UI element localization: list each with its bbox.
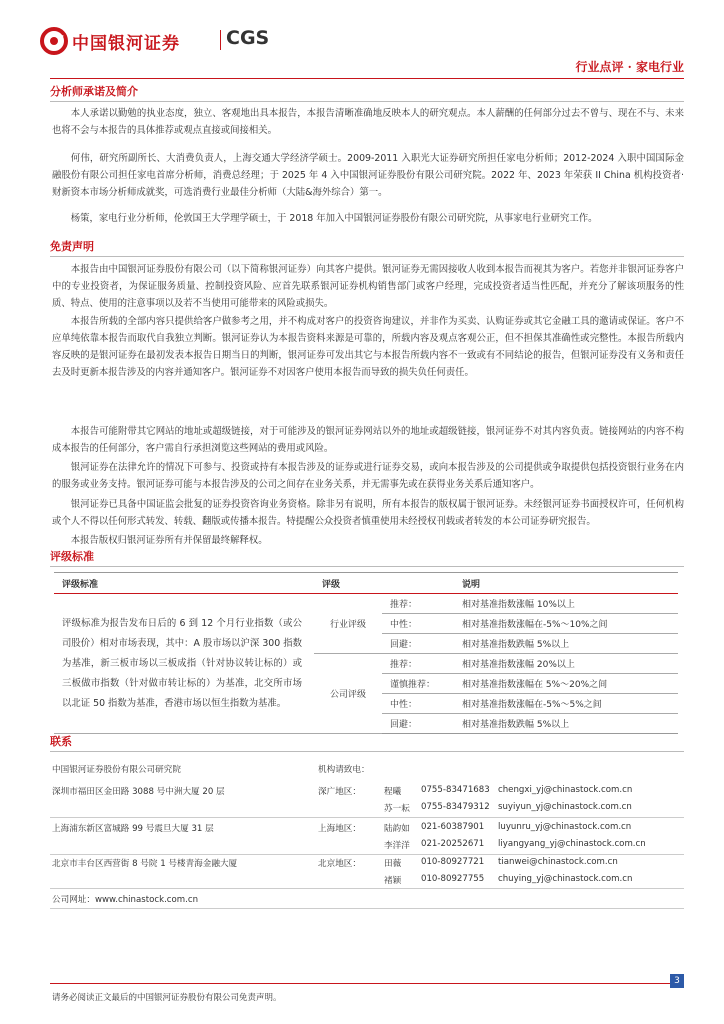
contact-section-title: 联系 [50, 733, 684, 752]
analyst-section-title: 分析师承诺及简介 [50, 83, 684, 102]
rating-grade-desc: 相对基准指数跌幅 5%以上 [454, 714, 678, 734]
rating-section-title: 评级标准 [50, 548, 684, 567]
rating-grade-desc: 相对基准指数跌幅 5%以上 [454, 634, 678, 654]
rating-grade-desc: 相对基准指数涨幅 10%以上 [454, 594, 678, 614]
contact-name: 田薇 [384, 859, 402, 869]
sales-contact-header: 机构请致电： [318, 765, 370, 775]
logo-abbrev: CGS [226, 27, 270, 49]
header-divider [50, 78, 684, 79]
rating-grade-desc: 相对基准指数涨幅在-5%～5%之间 [454, 694, 678, 714]
contact-name: 褚颖 [384, 876, 402, 886]
rating-category: 行业评级 [314, 594, 382, 654]
contact-divider [50, 817, 684, 818]
galaxy-logo-icon [40, 27, 68, 55]
rating-header-description: 说明 [454, 573, 678, 594]
rating-standard-description: 评级标准为报告发布日后的 6 到 12 个月行业指数（或公司股价）相对市场表现，其中：A 股市场以沪深 300 指数为基准，新三板市场以三板成指（针对协议转让标的）或三板做市指数（针对做市转让标的）为基准，北交所市场以北证 50 指数为基准，香港市场以恒生指数为基准。 [54, 594, 314, 734]
contact-email[interactable]: chengxi_yj@chinastock.com.cn [498, 785, 633, 795]
disclaimer-paragraph: 本报告版权归银河证券所有并保留最终解释权。 [70, 535, 268, 546]
contact-phone: 010-80927755 [421, 874, 485, 884]
rating-grade-desc: 相对基准指数涨幅在 5%～20%之间 [454, 674, 678, 694]
contact-divider [50, 888, 684, 889]
disclaimer-paragraph: 银河证券在法律允许的情况下可参与、投资或持有本报告涉及的证券或进行证券交易，或向本报告涉及的公司提供或争取提供包括投资银行业务在内的服务或业务支持。银河证券可能与本报告涉及的公司之间存在业务关系，并无需事先或在获得业务关系后通知客户。 [52, 462, 684, 490]
rating-grade: 回避： [382, 714, 454, 734]
disclaimer-paragraph: 本报告可能附带其它网站的地址或超级链接，对于可能涉及的银河证券网站以外的地址或超级链接，银河证券不对其内容负责。链接网站的内容不构成本报告的任何部分，客户需自行承担浏览这些网站的费用或风险。 [52, 426, 684, 454]
office-region: 北京地区： [318, 859, 361, 869]
footer-notice: 请务必阅读正文最后的中国银河证券股份有限公司免责声明。 [52, 993, 282, 1003]
contact-divider [50, 908, 684, 909]
page-number: 3 [670, 974, 684, 988]
rating-grade-desc: 相对基准指数涨幅在-5%～10%之间 [454, 614, 678, 634]
contact-divider [50, 854, 684, 855]
rating-grade-desc: 相对基准指数涨幅 20%以上 [454, 654, 678, 674]
rating-grade: 回避： [382, 634, 454, 654]
disclaimer-paragraph: 银河证券已具备中国证监会批复的证券投资咨询业务资格。除非另有说明，所有本报告的版权属于银河证券。未经银河证券书面授权许可，任何机构或个人不得以任何形式转发、转载、翻版或传播本报告。特提醒公众投资者慎重使用未经授权刊载或者转发的本公司证券研究报告。 [52, 499, 684, 527]
contact-name: 程曦 [384, 787, 402, 797]
office-address: 上海浦东新区富城路 99 号震旦大厦 31 层 [52, 824, 214, 834]
contact-phone: 021-20252671 [421, 839, 485, 849]
contact-email[interactable]: liyangyang_yj@chinastock.com.cn [498, 839, 646, 849]
analyst-bio-yangce: 杨策，家电行业分析师，伦敦国王大学理学硕士，于 2018 年加入中国银河证券股份有限公司研究院，从事家电行业研究工作。 [70, 213, 598, 224]
analyst-commitment: 本人承诺以勤勉的执业态度，独立、客观地出具本报告，本报告清晰准确地反映本人的研究观点。本人薪酬的任何部分过去不曾与、现在不与、未来也将不会与本报告的具体推荐或观点直接或间接相关。 [52, 108, 684, 136]
disclaimer-paragraph: 本报告由中国银河证券股份有限公司（以下简称银河证券）向其客户提供。银河证券无需因接收人收到本报告而视其为客户。若您并非银河证券客户中的专业投资者，为保证服务质量、控制投资风险、应首先联系银河证券机构销售部门或客户经理，完成投资者适当性匹配，并充分了解该项服务的性质、特点、使用的注意事项以及若不当使用可能带来的风险或损失。 [52, 264, 684, 309]
research-institute-name: 中国银河证券股份有限公司研究院 [52, 765, 181, 775]
contact-email[interactable]: chuying_yj@chinastock.com.cn [498, 874, 633, 884]
disclaimer-section-title: 免责声明 [50, 238, 684, 257]
footer-divider [50, 983, 684, 984]
rating-grade: 推荐： [382, 594, 454, 614]
rating-table [54, 572, 678, 734]
table-row [54, 594, 678, 614]
rating-header-standard: 评级标准 [54, 573, 314, 594]
contact-email[interactable]: luyunru_yj@chinastock.com.cn [498, 822, 632, 832]
contact-email[interactable]: suyiyun_yj@chinastock.com.cn [498, 802, 632, 812]
rating-header-grade: 评级 [314, 573, 454, 594]
rating-grade: 谨慎推荐： [382, 674, 454, 694]
rating-header-row [54, 573, 678, 594]
rating-category: 公司评级 [314, 654, 382, 734]
analyst-bio-hewei: 何伟，研究所副所长、大消费负责人，上海交通大学经济学硕士。2009-2011 入职光大证券研究所担任家电分析师；2012-2024 入职中国国际金融股份有限公司担任家电首席分析师，消费总经理；于 2025 年 4 入中国银河证券股份有限公司研究院。2022 年、2023 年荣获 II China 机构投资者·财新资本市场分析师成就奖，可选消费行业最佳分析师（大陆&海外综合）第一。 [52, 153, 684, 198]
office-region: 深广地区： [318, 787, 361, 797]
contact-phone: 021-60387901 [421, 822, 485, 832]
page-header [40, 22, 684, 74]
report-type: 行业点评 · 家电行业 [575, 60, 684, 74]
logo-divider [220, 30, 221, 50]
contact-name: 李洋洋 [384, 841, 410, 851]
contact-email[interactable]: tianwei@chinastock.com.cn [498, 857, 618, 867]
disclaimer-paragraph: 本报告所载的全部内容只提供给客户做参考之用，并不构成对客户的投资咨询建议，并非作为买卖、认购证券或其它金融工具的邀请或保证。客户不应单纯依靠本报告而取代自我独立判断。银河证券认为本报告资料来源是可靠的，所载内容及观点客观公正，但不担保其准确性或完整性。本报告所载内容反映的是银河证券在最初发表本报告日期当日的判断，银河证券可发出其它与本报告所载内容不一致或有不同结论的报告，但银河证券没有义务和责任去及时更新本报告涉及的内容并通知客户。银河证券不对因客户使用本报告而导致的损失负任何责任。 [52, 316, 684, 378]
contact-phone: 0755-83479312 [421, 802, 490, 812]
logo-company-name: 中国银河证券 [72, 34, 180, 54]
rating-grade: 中性： [382, 614, 454, 634]
office-region: 上海地区： [318, 824, 361, 834]
office-address: 北京市丰台区西营街 8 号院 1 号楼青海金融大厦 [52, 859, 238, 869]
company-website[interactable]: 公司网址：www.chinastock.com.cn [52, 895, 199, 905]
contact-phone: 010-80927721 [421, 857, 485, 867]
contact-phone: 0755-83471683 [421, 785, 490, 795]
contact-name: 苏一耘 [384, 804, 410, 814]
office-address: 深圳市福田区金田路 3088 号中洲大厦 20 层 [52, 787, 225, 797]
rating-grade: 中性： [382, 694, 454, 714]
rating-grade: 推荐： [382, 654, 454, 674]
contact-name: 陆韵如 [384, 824, 410, 834]
